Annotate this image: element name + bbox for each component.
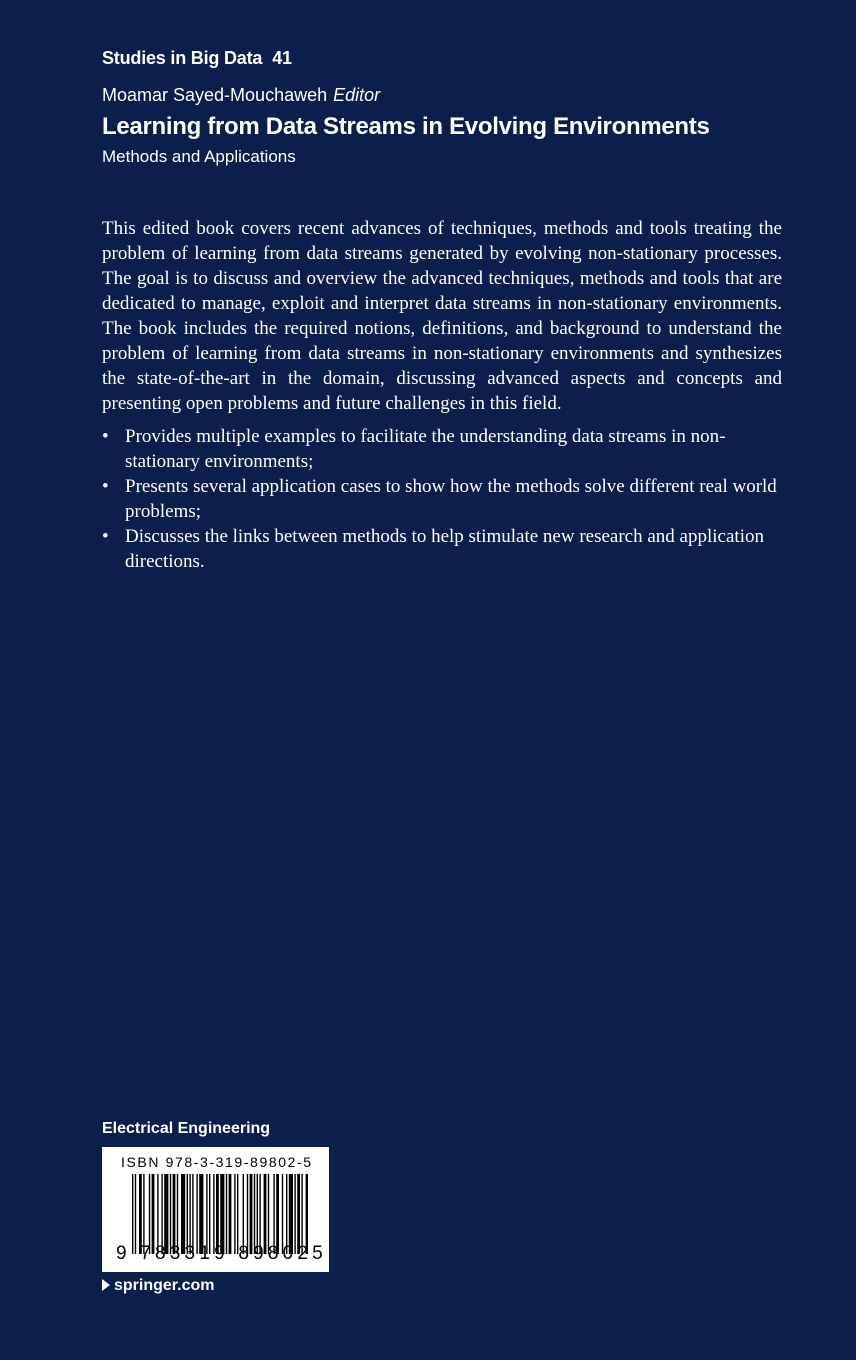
barcode-bar <box>187 1174 188 1254</box>
book-title: Learning from Data Streams in Evolving Environments <box>102 113 710 140</box>
barcode-bar <box>297 1174 300 1254</box>
barcode-bar <box>157 1174 158 1254</box>
bullet-icon: • <box>102 526 109 547</box>
barcode-bar <box>192 1174 193 1254</box>
list-item-text: Discusses the links between methods to help stimulate new research and application directions. <box>125 526 764 572</box>
blurb-paragraph: This edited book covers recent advances of techniques, methods and tools treating the problem of learning from data streams generated by evolving non-stationary processes. The goal is to discuss and overview the advanced techniques, methods and tools that are dedicated to manage, exploit and interpret data streams in non-stationary environments. The book includes the required notions, definitions, and background to understand the problem of learning from data streams in non-stationary environments and synthesizes the state-of-the-art in the domain, discussing advanced aspects and concepts and presenting open problems and future challenges in this field. <box>102 218 782 414</box>
barcode-bar <box>132 1174 133 1254</box>
barcode-bar <box>294 1174 295 1254</box>
subject-category: Electrical Engineering <box>102 1120 271 1137</box>
barcode-bar <box>173 1174 176 1254</box>
barcode-bar <box>161 1174 162 1254</box>
barcode-bar <box>177 1174 178 1254</box>
barcode-bar <box>206 1174 207 1254</box>
barcode-bar <box>181 1174 185 1254</box>
barcode-bar <box>199 1174 203 1254</box>
list-item-text: Provides multiple examples to facilitate the understanding data streams in non-stationary environments; <box>125 426 726 472</box>
barcode-panel <box>102 1147 329 1272</box>
book-subtitle: Methods and Applications <box>102 147 296 166</box>
barcode-bar <box>237 1174 238 1254</box>
barcode-bars <box>132 1174 308 1254</box>
list-item <box>102 524 782 574</box>
list-item <box>102 474 782 524</box>
barcode-bar <box>226 1174 227 1254</box>
barcode-bar <box>234 1174 235 1254</box>
feature-list <box>102 424 782 574</box>
editor-role: Editor <box>333 85 381 105</box>
barcode-bar <box>209 1174 210 1254</box>
barcode-bar <box>216 1174 219 1254</box>
website-text: springer.com <box>114 1277 215 1294</box>
description <box>102 216 782 574</box>
editor-name: Moamar Sayed-Mouchaweh <box>102 85 328 105</box>
barcode-bar <box>189 1174 190 1254</box>
list-item-text: Presents several application cases to show how the methods solve different real world problems; <box>125 476 777 522</box>
barcode-bar <box>268 1174 269 1254</box>
barcode-bar <box>250 1174 253 1254</box>
barcode-bar <box>220 1174 224 1254</box>
barcode-bar <box>301 1174 302 1254</box>
bullet-icon: • <box>102 476 109 497</box>
barcode-bar <box>247 1174 248 1254</box>
website-link[interactable] <box>102 1277 214 1295</box>
barcode-bar <box>229 1174 232 1254</box>
barcode-bar <box>170 1174 171 1254</box>
barcode-bar <box>257 1174 258 1254</box>
editor-line <box>102 85 380 106</box>
barcode-bar <box>282 1174 283 1254</box>
barcode-bar <box>139 1174 142 1254</box>
barcode-bar <box>135 1174 136 1254</box>
barcode-bar <box>273 1174 274 1254</box>
bullet-icon: • <box>102 426 109 447</box>
barcode-bar <box>164 1174 168 1254</box>
barcode-bar <box>143 1174 144 1254</box>
barcode-bar <box>264 1174 267 1254</box>
series-volume: 41 <box>272 48 292 68</box>
barcode-bar <box>149 1174 150 1254</box>
barcode-bar <box>254 1174 255 1254</box>
barcode-bar <box>306 1174 308 1254</box>
list-item <box>102 424 782 474</box>
barcode-bar <box>276 1174 279 1254</box>
barcode-bar <box>213 1174 214 1254</box>
series-name: Studies in Big Data <box>102 48 263 68</box>
isbn-label: ISBN 978-3-319-89802-5 <box>121 1154 313 1170</box>
barcode-bar <box>259 1174 260 1254</box>
barcode-bar <box>152 1174 155 1254</box>
barcode-digits: 9 783319 898025 <box>116 1243 327 1264</box>
play-arrow-icon <box>102 1279 110 1291</box>
barcode-bar <box>243 1174 244 1254</box>
barcode-bar <box>196 1174 197 1254</box>
barcode-bar <box>289 1174 293 1254</box>
barcode-bar <box>286 1174 287 1254</box>
series-line <box>102 48 292 69</box>
